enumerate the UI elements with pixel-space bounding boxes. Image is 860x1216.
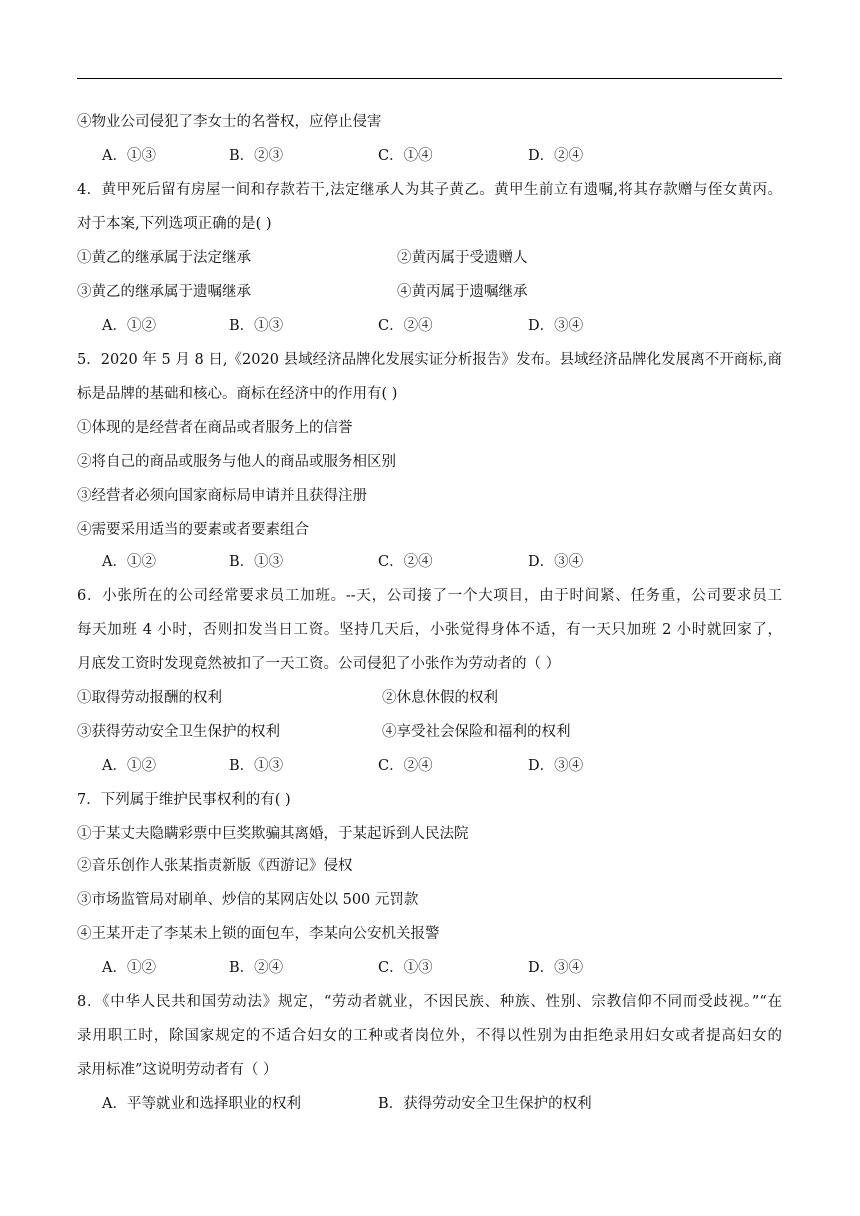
q6-stem-line-3: 月底发工资时发现竟然被扣了一天工资。公司侵犯了小张作为劳动者的（ ） — [77, 656, 561, 672]
q7-statement-2: ②音乐创作人张某指责新版《西游记》侵权 — [77, 858, 353, 874]
q4-statement-1: ①黄乙的继承属于法定继承 — [77, 250, 251, 266]
q6-option-b: B．①③ — [229, 758, 284, 774]
q5-statement-4: ④需要采用适当的要素或者要素组合 — [77, 522, 309, 538]
q5-statement-1: ①体现的是经营者在商品或者服务上的信誉 — [77, 420, 353, 436]
q3-statement-4: ④物业公司侵犯了李女士的名誉权，应停止侵害 — [77, 114, 382, 130]
q8-option-b: B．获得劳动安全卫生保护的权利 — [378, 1096, 592, 1112]
q4-stem-line-1: 4．黄甲死后留有房屋一间和存款若干,法定继承人为其子黄乙。黄甲生前立有遗嘱,将其存款赠与侄女黄丙。 — [77, 182, 782, 198]
q7-statement-3: ③市场监管局对刷单、炒信的某网店处以 500 元罚款 — [77, 892, 419, 908]
q5-stem-line-1: 5．2020 年 5 月 8 日,《2020 县域经济品牌化发展实证分析报告》发布。县域经济品牌化发展离不开商标,商 — [77, 352, 782, 368]
q4-stem-line-2: 对于本案,下列选项正确的是( ) — [77, 216, 272, 232]
q5-stem-line-2: 标是品牌的基础和核心。商标在经济中的作用有( ) — [77, 386, 398, 402]
q6-statement-1: ①取得劳动报酬的权利 — [77, 690, 222, 706]
q8-stem-line-1: 8．《中华人民共和国劳动法》规定，“劳动者就业，不因民族、种族、性别、宗教信仰不同而受歧视。”“在 — [77, 994, 782, 1010]
q7-option-a: A．①② — [102, 960, 156, 976]
q3-option-c: C．①④ — [378, 148, 433, 164]
q6-statement-2: ②休息休假的权利 — [382, 690, 498, 706]
q4-option-a: A．①② — [102, 318, 156, 334]
q5-option-b: B．①③ — [229, 554, 284, 570]
q6-option-c: C．②④ — [378, 758, 433, 774]
q4-option-c: C．②④ — [378, 318, 433, 334]
q6-statement-3: ③获得劳动安全卫生保护的权利 — [77, 724, 280, 740]
q7-statement-1: ①于某丈夫隐瞒彩票中巨奖欺骗其离婚，于某起诉到人民法院 — [77, 826, 469, 842]
q8-stem-line-2: 录用职工时，除国家规定的不适合妇女的工种或者岗位外，不得以性别为由拒绝录用妇女或者提高妇女的 — [77, 1028, 782, 1044]
q7-statement-4: ④王某开走了李某未上锁的面包车，李某向公安机关报警 — [77, 926, 440, 942]
q3-option-a: A．①③ — [102, 148, 156, 164]
header-rule — [77, 78, 782, 79]
q3-option-d: D．②④ — [528, 148, 584, 164]
q5-option-c: C．②④ — [378, 554, 433, 570]
q8-stem-line-3: 录用标准”这说明劳动者有（ ） — [77, 1062, 278, 1078]
q6-option-a: A．①② — [102, 758, 156, 774]
q7-stem-line-1: 7．下列属于维护民事权利的有( ) — [77, 792, 291, 808]
q4-statement-2: ②黄丙属于受遗赠人 — [397, 250, 528, 266]
q7-option-c: C．①③ — [378, 960, 433, 976]
q7-option-b: B．②④ — [229, 960, 284, 976]
q7-option-d: D．③④ — [528, 960, 584, 976]
q5-statement-2: ②将自己的商品或服务与他人的商品或服务相区别 — [77, 454, 396, 470]
q6-stem-line-1: 6．小张所在的公司经常要求员工加班。--天，公司接了一个大项目，由于时间紧、任务重，公司要求员工 — [77, 588, 782, 604]
q4-statement-3: ③黄乙的继承属于遗嘱继承 — [77, 284, 251, 300]
q4-option-b: B．①③ — [229, 318, 284, 334]
q4-option-d: D．③④ — [528, 318, 584, 334]
q6-statement-4: ④享受社会保险和福利的权利 — [382, 724, 571, 740]
q6-option-d: D．③④ — [528, 758, 584, 774]
q4-statement-4: ④黄丙属于遗嘱继承 — [397, 284, 528, 300]
q8-option-a: A．平等就业和选择职业的权利 — [102, 1096, 301, 1112]
q6-stem-line-2: 每天加班 4 小时，否则扣发当日工资。坚持几天后，小张觉得身体不适，有一天只加班 2 小时就回家了， — [77, 622, 782, 638]
q5-option-a: A．①② — [102, 554, 156, 570]
q5-statement-3: ③经营者必须向国家商标局申请并且获得注册 — [77, 488, 367, 504]
q3-option-b: B．②③ — [229, 148, 284, 164]
q5-option-d: D．③④ — [528, 554, 584, 570]
